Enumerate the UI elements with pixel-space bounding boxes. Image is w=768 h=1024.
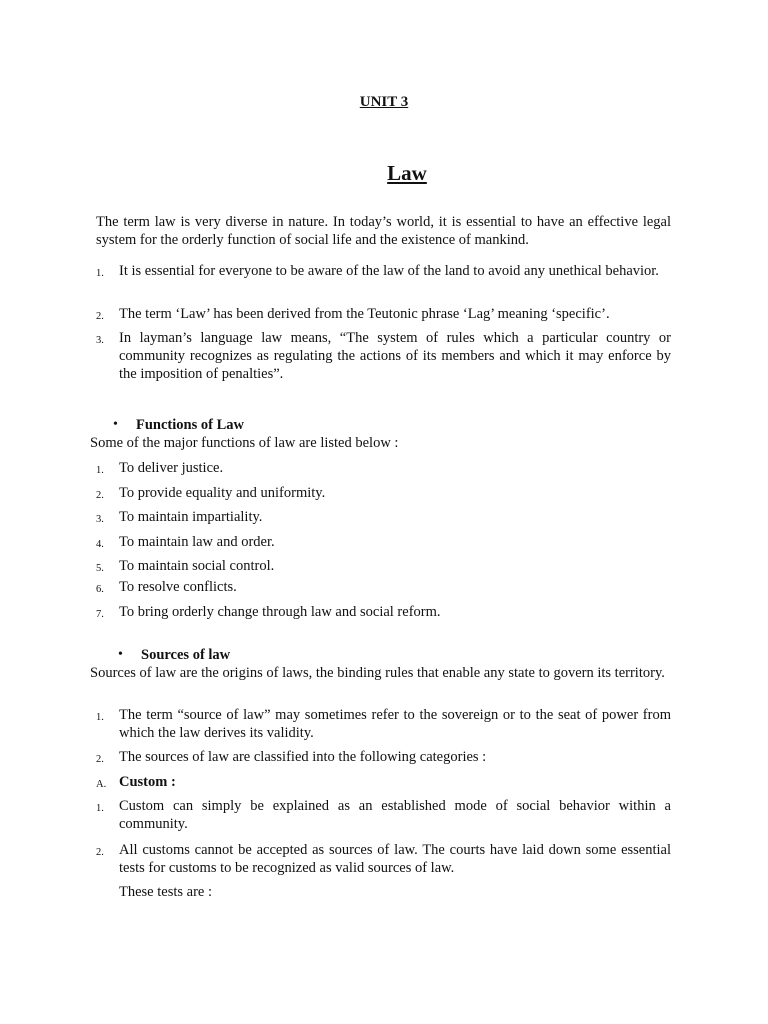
list-number: 1. [96, 712, 104, 723]
list-item: To provide equality and uniformity. [119, 485, 326, 501]
section-intro: Some of the major functions of law are listed below : [90, 435, 399, 451]
tests-line: These tests are : [119, 884, 213, 900]
list-number: 1. [96, 465, 104, 476]
list-number: 3. [96, 335, 104, 346]
list-item: The term “source of law” may sometimes refer to the sovereign or to the seat of power from which the law derives its validity. [119, 707, 671, 741]
list-item: To maintain law and order. [119, 534, 275, 550]
bullet-icon: • [113, 417, 118, 432]
section-heading-sources: Sources of law [141, 647, 231, 663]
list-number: 2. [96, 754, 104, 765]
list-letter: A. [96, 779, 107, 790]
list-number: 4. [96, 539, 104, 550]
list-item: It is essential for everyone to be aware of the law of the land to avoid any unethical behavior. [119, 263, 659, 279]
list-item: To resolve conflicts. [119, 579, 237, 595]
section-intro: Sources of law are the origins of laws, the binding rules that enable any state to govern its territory. [90, 665, 665, 681]
list-item: To bring orderly change through law and social reform. [119, 604, 441, 620]
list-item: All customs cannot be accepted as sources of law. The courts have laid down some essential tests for customs to be recognized as valid sources of law. [119, 842, 671, 876]
unit-heading: UNIT 3 [359, 94, 409, 110]
list-number: 1. [96, 803, 104, 814]
list-item: To maintain social control. [119, 558, 275, 574]
list-item: Custom can simply be explained as an established mode of social behavior within a community. [119, 798, 671, 832]
list-number: 6. [96, 584, 104, 595]
list-number: 7. [96, 609, 104, 620]
list-item: In layman’s language law means, “The system of rules which a particular country or community recognizes as regulating the actions of its members and which it may enforce by the imposition of penalties”. [119, 330, 671, 382]
list-item: To maintain impartiality. [119, 509, 263, 525]
section-heading-functions: Functions of Law [136, 417, 244, 433]
list-number: 3. [96, 514, 104, 525]
intro-paragraph: The term law is very diverse in nature. In today’s world, it is essential to have an effective legal system for the orderly function of social life and the existence of mankind. [96, 214, 671, 248]
list-number: 2. [96, 490, 104, 501]
list-number: 2. [96, 847, 104, 858]
list-item: To deliver justice. [119, 460, 224, 476]
list-number: 2. [96, 311, 104, 322]
list-number: 5. [96, 563, 104, 574]
list-number: 1. [96, 268, 104, 279]
page-title: Law [387, 161, 427, 185]
list-item: The term ‘Law’ has been derived from the Teutonic phrase ‘Lag’ meaning ‘specific’. [119, 306, 610, 322]
list-item: The sources of law are classified into the following categories : [119, 749, 487, 765]
subsection-heading-custom: Custom : [119, 774, 176, 790]
bullet-icon: • [118, 647, 123, 662]
